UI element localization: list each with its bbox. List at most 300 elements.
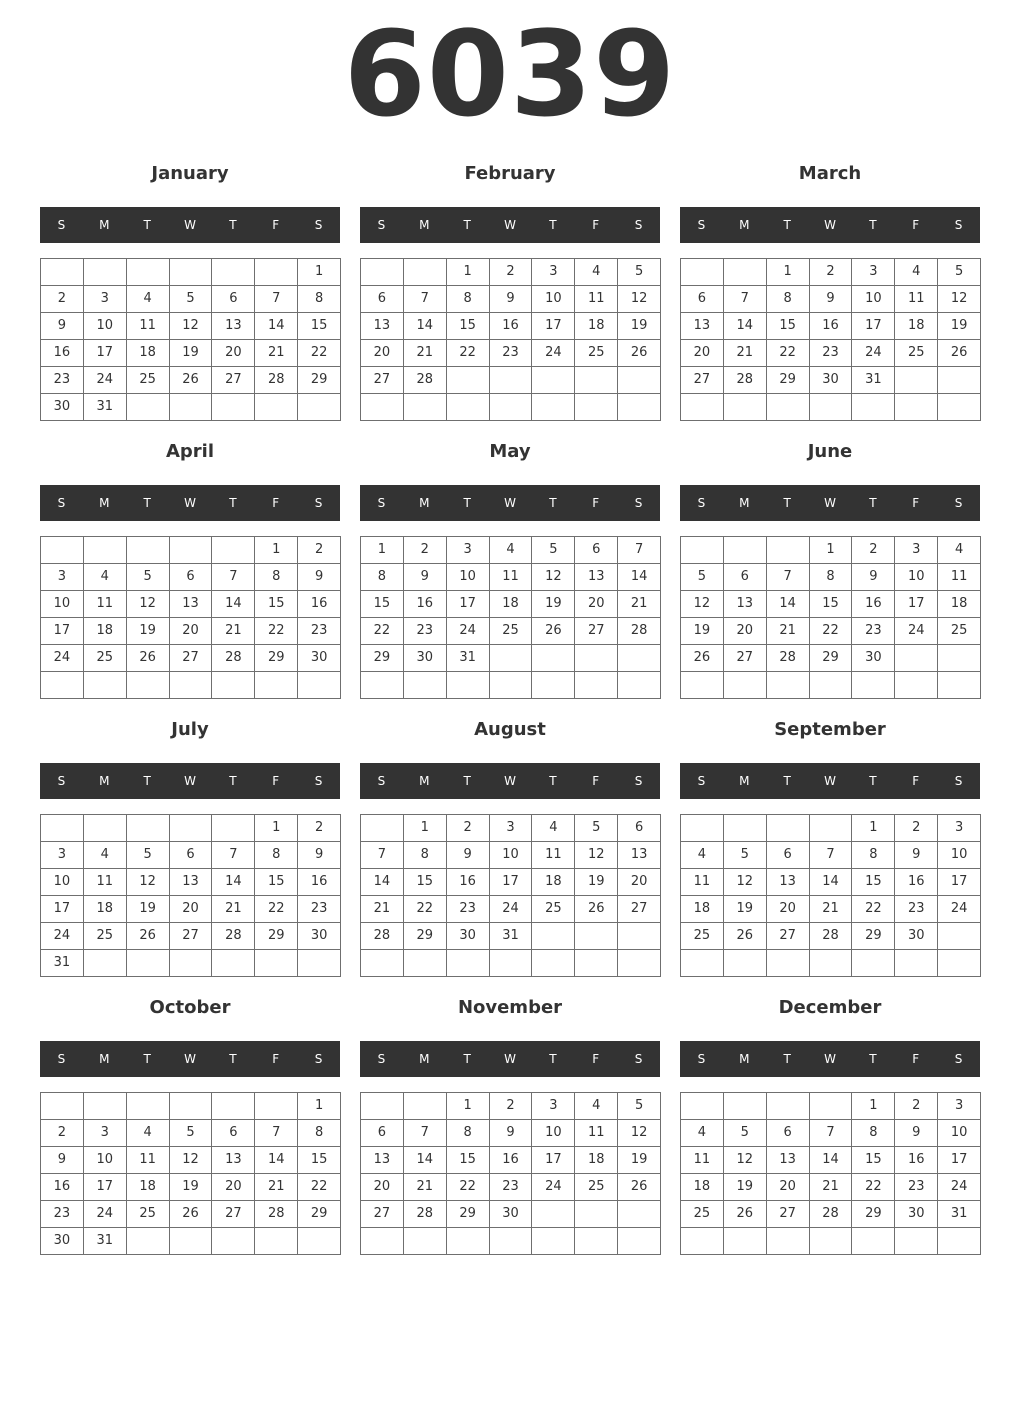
week-row xyxy=(361,564,661,591)
day-cell: 14 xyxy=(255,1147,298,1174)
day-cell: 3 xyxy=(532,1093,575,1120)
empty-day-cell xyxy=(489,645,532,672)
weekday-label: S xyxy=(377,496,386,510)
empty-day-cell xyxy=(938,394,981,421)
empty-day-cell xyxy=(403,672,446,699)
day-cell: 29 xyxy=(852,923,895,950)
day-cell: 15 xyxy=(361,591,404,618)
day-cell: 18 xyxy=(532,869,575,896)
weekday-label: W xyxy=(504,774,516,788)
day-cell: 8 xyxy=(809,564,852,591)
week-row xyxy=(41,1093,341,1120)
empty-day-cell xyxy=(618,923,661,950)
week-row xyxy=(361,286,661,313)
empty-day-cell xyxy=(532,923,575,950)
empty-day-cell xyxy=(403,1228,446,1255)
weekday-label: M xyxy=(739,496,750,510)
day-cell: 28 xyxy=(723,367,766,394)
day-cell: 23 xyxy=(403,618,446,645)
day-cell: 4 xyxy=(126,286,169,313)
day-cell: 12 xyxy=(575,842,618,869)
day-cell: 10 xyxy=(489,842,532,869)
day-cell: 19 xyxy=(618,1147,661,1174)
day-cell: 10 xyxy=(41,869,84,896)
day-cell: 10 xyxy=(446,564,489,591)
day-cell: 26 xyxy=(723,923,766,950)
empty-day-cell xyxy=(83,672,126,699)
day-cell: 8 xyxy=(852,842,895,869)
day-cell: 2 xyxy=(809,259,852,286)
empty-day-cell xyxy=(361,672,404,699)
day-cell: 30 xyxy=(809,367,852,394)
empty-day-cell xyxy=(212,1228,255,1255)
weekday-label: T xyxy=(229,496,237,510)
day-cell: 29 xyxy=(361,645,404,672)
empty-day-cell xyxy=(446,672,489,699)
day-cell: 11 xyxy=(681,869,724,896)
empty-day-cell xyxy=(938,645,981,672)
week-row xyxy=(361,537,661,564)
day-cell: 8 xyxy=(852,1120,895,1147)
day-cell: 20 xyxy=(361,340,404,367)
weekday-label: S xyxy=(57,496,66,510)
weekday-label: S xyxy=(954,496,963,510)
day-cell: 29 xyxy=(298,1201,341,1228)
weekday-label: F xyxy=(272,774,280,788)
day-cell: 27 xyxy=(766,923,809,950)
week-row xyxy=(681,367,981,394)
day-cell: 11 xyxy=(126,313,169,340)
day-cell: 8 xyxy=(255,564,298,591)
empty-day-cell xyxy=(618,394,661,421)
day-cell: 21 xyxy=(361,896,404,923)
empty-day-cell xyxy=(126,1228,169,1255)
day-cell: 1 xyxy=(852,1093,895,1120)
empty-day-cell xyxy=(809,1093,852,1120)
day-cell: 1 xyxy=(852,815,895,842)
week-row xyxy=(361,394,661,421)
day-cell: 24 xyxy=(41,923,84,950)
day-cell: 13 xyxy=(618,842,661,869)
day-cell: 6 xyxy=(169,564,212,591)
day-cell: 7 xyxy=(809,1120,852,1147)
empty-day-cell xyxy=(212,394,255,421)
weekday-label: S xyxy=(954,774,963,788)
day-cell: 4 xyxy=(532,815,575,842)
day-cell: 28 xyxy=(809,923,852,950)
day-cell: 2 xyxy=(446,815,489,842)
day-cell: 19 xyxy=(169,1174,212,1201)
day-cell: 2 xyxy=(852,537,895,564)
day-cell: 8 xyxy=(446,286,489,313)
week-row xyxy=(681,672,981,699)
day-cell: 19 xyxy=(169,340,212,367)
day-cell: 9 xyxy=(809,286,852,313)
day-cell: 8 xyxy=(446,1120,489,1147)
day-cell: 15 xyxy=(298,1147,341,1174)
day-cell: 22 xyxy=(403,896,446,923)
week-row xyxy=(41,896,341,923)
week-row xyxy=(41,618,341,645)
week-row xyxy=(681,950,981,977)
day-cell: 26 xyxy=(169,1201,212,1228)
weekday-label: M xyxy=(419,218,430,232)
weekday-label: S xyxy=(57,1052,66,1066)
weekday-label: W xyxy=(824,774,836,788)
day-cell: 7 xyxy=(403,286,446,313)
day-cell: 30 xyxy=(41,394,84,421)
empty-day-cell xyxy=(126,537,169,564)
day-cell: 14 xyxy=(809,869,852,896)
day-cell: 21 xyxy=(618,591,661,618)
month-name: July xyxy=(171,719,209,740)
day-cell: 6 xyxy=(169,842,212,869)
day-cell: 21 xyxy=(809,896,852,923)
weekday-label: F xyxy=(272,1052,280,1066)
day-cell: 9 xyxy=(298,564,341,591)
week-row xyxy=(361,1120,661,1147)
day-cell: 13 xyxy=(766,869,809,896)
day-cell: 22 xyxy=(255,618,298,645)
week-row xyxy=(681,591,981,618)
empty-day-cell xyxy=(126,259,169,286)
empty-day-cell xyxy=(41,672,84,699)
empty-day-cell xyxy=(618,645,661,672)
weekday-label: M xyxy=(739,774,750,788)
day-cell: 16 xyxy=(298,869,341,896)
day-cell: 9 xyxy=(403,564,446,591)
day-cell: 18 xyxy=(575,1147,618,1174)
empty-day-cell xyxy=(532,367,575,394)
weekday-label: M xyxy=(99,218,110,232)
weekday-label: T xyxy=(549,1052,557,1066)
weekday-label: S xyxy=(377,774,386,788)
day-cell: 16 xyxy=(809,313,852,340)
day-cell: 24 xyxy=(83,1201,126,1228)
day-grid xyxy=(360,1092,661,1255)
day-cell: 2 xyxy=(41,286,84,313)
empty-day-cell xyxy=(618,367,661,394)
day-cell: 23 xyxy=(446,896,489,923)
day-cell: 27 xyxy=(575,618,618,645)
month-name: November xyxy=(457,997,563,1018)
weekday-header xyxy=(40,485,340,521)
day-cell: 21 xyxy=(766,618,809,645)
day-cell: 30 xyxy=(895,1201,938,1228)
empty-day-cell xyxy=(255,1228,298,1255)
day-cell: 6 xyxy=(361,286,404,313)
empty-day-cell xyxy=(126,672,169,699)
day-cell: 3 xyxy=(532,259,575,286)
day-cell: 13 xyxy=(169,591,212,618)
day-cell: 9 xyxy=(41,1147,84,1174)
day-cell: 27 xyxy=(723,645,766,672)
day-cell: 18 xyxy=(126,1174,169,1201)
day-cell: 26 xyxy=(618,340,661,367)
empty-day-cell xyxy=(255,259,298,286)
empty-day-cell xyxy=(298,1228,341,1255)
day-cell: 28 xyxy=(212,923,255,950)
empty-day-cell xyxy=(169,672,212,699)
weekday-label: M xyxy=(99,774,110,788)
empty-day-cell xyxy=(126,1093,169,1120)
weekday-label: F xyxy=(272,496,280,510)
month-name: April xyxy=(165,441,215,462)
weekday-label: T xyxy=(463,218,471,232)
empty-day-cell xyxy=(766,815,809,842)
week-row xyxy=(361,1228,661,1255)
day-cell: 15 xyxy=(403,869,446,896)
day-cell: 19 xyxy=(938,313,981,340)
empty-day-cell xyxy=(361,259,404,286)
weekday-label: F xyxy=(272,218,280,232)
day-cell: 20 xyxy=(766,896,809,923)
weekday-label: M xyxy=(99,1052,110,1066)
day-cell: 28 xyxy=(361,923,404,950)
day-cell: 1 xyxy=(298,1093,341,1120)
day-cell: 12 xyxy=(169,1147,212,1174)
day-cell: 5 xyxy=(126,842,169,869)
day-cell: 14 xyxy=(809,1147,852,1174)
empty-day-cell xyxy=(446,367,489,394)
day-cell: 3 xyxy=(852,259,895,286)
day-cell: 14 xyxy=(766,591,809,618)
empty-day-cell xyxy=(681,815,724,842)
weekday-label: W xyxy=(504,218,516,232)
day-cell: 30 xyxy=(298,645,341,672)
day-cell: 13 xyxy=(361,313,404,340)
empty-day-cell xyxy=(809,815,852,842)
day-cell: 22 xyxy=(298,1174,341,1201)
weekday-label: T xyxy=(869,496,877,510)
day-cell: 15 xyxy=(255,869,298,896)
empty-day-cell xyxy=(618,1201,661,1228)
empty-day-cell xyxy=(126,950,169,977)
week-row xyxy=(681,1093,981,1120)
week-row xyxy=(41,1201,341,1228)
empty-day-cell xyxy=(766,1093,809,1120)
day-cell: 21 xyxy=(809,1174,852,1201)
day-cell: 11 xyxy=(532,842,575,869)
day-cell: 13 xyxy=(723,591,766,618)
weekday-label: T xyxy=(463,496,471,510)
week-row xyxy=(41,591,341,618)
empty-day-cell xyxy=(809,950,852,977)
day-cell: 17 xyxy=(895,591,938,618)
day-cell: 3 xyxy=(83,1120,126,1147)
day-cell: 28 xyxy=(403,1201,446,1228)
day-cell: 22 xyxy=(298,340,341,367)
weekday-label: M xyxy=(739,1052,750,1066)
month-name: August xyxy=(474,719,546,740)
day-cell: 6 xyxy=(212,1120,255,1147)
day-grid xyxy=(680,258,981,421)
weekday-label: F xyxy=(592,496,600,510)
day-cell: 14 xyxy=(255,313,298,340)
day-cell: 19 xyxy=(618,313,661,340)
day-cell: 2 xyxy=(895,815,938,842)
weekday-header xyxy=(360,207,660,243)
day-cell: 19 xyxy=(575,869,618,896)
empty-day-cell xyxy=(83,259,126,286)
empty-day-cell xyxy=(212,950,255,977)
week-row xyxy=(361,313,661,340)
empty-day-cell xyxy=(446,394,489,421)
week-row xyxy=(41,842,341,869)
empty-day-cell xyxy=(298,672,341,699)
day-cell: 1 xyxy=(809,537,852,564)
day-cell: 15 xyxy=(446,1147,489,1174)
empty-day-cell xyxy=(681,394,724,421)
empty-day-cell xyxy=(723,259,766,286)
weekday-label: S xyxy=(57,774,66,788)
empty-day-cell xyxy=(766,394,809,421)
day-cell: 9 xyxy=(298,842,341,869)
day-cell: 7 xyxy=(766,564,809,591)
week-row xyxy=(361,645,661,672)
day-cell: 14 xyxy=(212,591,255,618)
day-cell: 23 xyxy=(489,1174,532,1201)
day-grid xyxy=(680,814,981,977)
empty-day-cell xyxy=(852,394,895,421)
day-cell: 25 xyxy=(126,367,169,394)
empty-day-cell xyxy=(489,394,532,421)
day-cell: 24 xyxy=(489,896,532,923)
day-cell: 17 xyxy=(83,1174,126,1201)
empty-day-cell xyxy=(681,950,724,977)
month-name: February xyxy=(464,163,556,184)
day-cell: 24 xyxy=(852,340,895,367)
week-row xyxy=(361,869,661,896)
day-cell: 1 xyxy=(255,537,298,564)
day-cell: 16 xyxy=(298,591,341,618)
weekday-label: S xyxy=(314,1052,323,1066)
day-cell: 12 xyxy=(618,1120,661,1147)
week-row xyxy=(41,1120,341,1147)
day-cell: 11 xyxy=(681,1147,724,1174)
day-cell: 8 xyxy=(403,842,446,869)
day-cell: 8 xyxy=(255,842,298,869)
day-grid xyxy=(40,814,341,977)
week-row xyxy=(361,1174,661,1201)
weekday-label: W xyxy=(504,1052,516,1066)
day-cell: 2 xyxy=(489,259,532,286)
day-grid xyxy=(360,814,661,977)
day-cell: 4 xyxy=(83,564,126,591)
day-cell: 16 xyxy=(895,1147,938,1174)
empty-day-cell xyxy=(766,1228,809,1255)
day-cell: 29 xyxy=(403,923,446,950)
day-cell: 25 xyxy=(489,618,532,645)
weekday-label: T xyxy=(143,218,151,232)
empty-day-cell xyxy=(681,672,724,699)
weekday-label: S xyxy=(314,774,323,788)
day-cell: 27 xyxy=(212,1201,255,1228)
weekday-label: S xyxy=(377,218,386,232)
day-cell: 17 xyxy=(938,869,981,896)
week-row xyxy=(681,1201,981,1228)
weekday-header xyxy=(680,207,980,243)
week-row xyxy=(681,896,981,923)
month-name: March xyxy=(798,163,862,184)
week-row xyxy=(681,923,981,950)
weekday-label: T xyxy=(549,774,557,788)
day-cell: 24 xyxy=(895,618,938,645)
day-cell: 11 xyxy=(83,591,126,618)
day-cell: 15 xyxy=(809,591,852,618)
day-cell: 15 xyxy=(852,1147,895,1174)
day-cell: 14 xyxy=(723,313,766,340)
day-cell: 18 xyxy=(681,1174,724,1201)
empty-day-cell xyxy=(809,394,852,421)
day-cell: 16 xyxy=(895,869,938,896)
day-cell: 6 xyxy=(212,286,255,313)
day-cell: 20 xyxy=(681,340,724,367)
empty-day-cell xyxy=(895,672,938,699)
weekday-header xyxy=(40,763,340,799)
day-cell: 27 xyxy=(361,367,404,394)
empty-day-cell xyxy=(575,1228,618,1255)
day-cell: 21 xyxy=(212,896,255,923)
day-cell: 24 xyxy=(938,896,981,923)
day-cell: 16 xyxy=(489,1147,532,1174)
day-cell: 24 xyxy=(532,340,575,367)
day-cell: 29 xyxy=(809,645,852,672)
month-name: June xyxy=(807,441,853,462)
empty-day-cell xyxy=(298,394,341,421)
day-cell: 31 xyxy=(41,950,84,977)
empty-day-cell xyxy=(618,950,661,977)
empty-day-cell xyxy=(169,259,212,286)
day-cell: 5 xyxy=(618,1093,661,1120)
month-name: October xyxy=(149,997,231,1018)
empty-day-cell xyxy=(766,672,809,699)
day-cell: 5 xyxy=(618,259,661,286)
day-cell: 30 xyxy=(852,645,895,672)
day-cell: 12 xyxy=(938,286,981,313)
empty-day-cell xyxy=(723,672,766,699)
day-cell: 24 xyxy=(446,618,489,645)
week-row xyxy=(361,618,661,645)
weekday-label: T xyxy=(783,496,791,510)
day-cell: 12 xyxy=(126,869,169,896)
empty-day-cell xyxy=(255,394,298,421)
day-cell: 22 xyxy=(255,896,298,923)
weekday-label: S xyxy=(634,774,643,788)
weekday-label: S xyxy=(697,1052,706,1066)
day-cell: 10 xyxy=(83,1147,126,1174)
day-cell: 7 xyxy=(809,842,852,869)
week-row xyxy=(361,950,661,977)
day-cell: 22 xyxy=(446,340,489,367)
empty-day-cell xyxy=(489,1228,532,1255)
week-row xyxy=(681,537,981,564)
empty-day-cell xyxy=(361,394,404,421)
week-row xyxy=(41,1228,341,1255)
day-cell: 29 xyxy=(255,645,298,672)
weekday-header xyxy=(360,763,660,799)
day-cell: 15 xyxy=(766,313,809,340)
day-cell: 15 xyxy=(446,313,489,340)
day-cell: 14 xyxy=(618,564,661,591)
day-cell: 21 xyxy=(255,1174,298,1201)
day-cell: 13 xyxy=(766,1147,809,1174)
empty-day-cell xyxy=(255,672,298,699)
day-cell: 27 xyxy=(212,367,255,394)
day-cell: 7 xyxy=(212,842,255,869)
week-row xyxy=(41,340,341,367)
day-cell: 24 xyxy=(83,367,126,394)
